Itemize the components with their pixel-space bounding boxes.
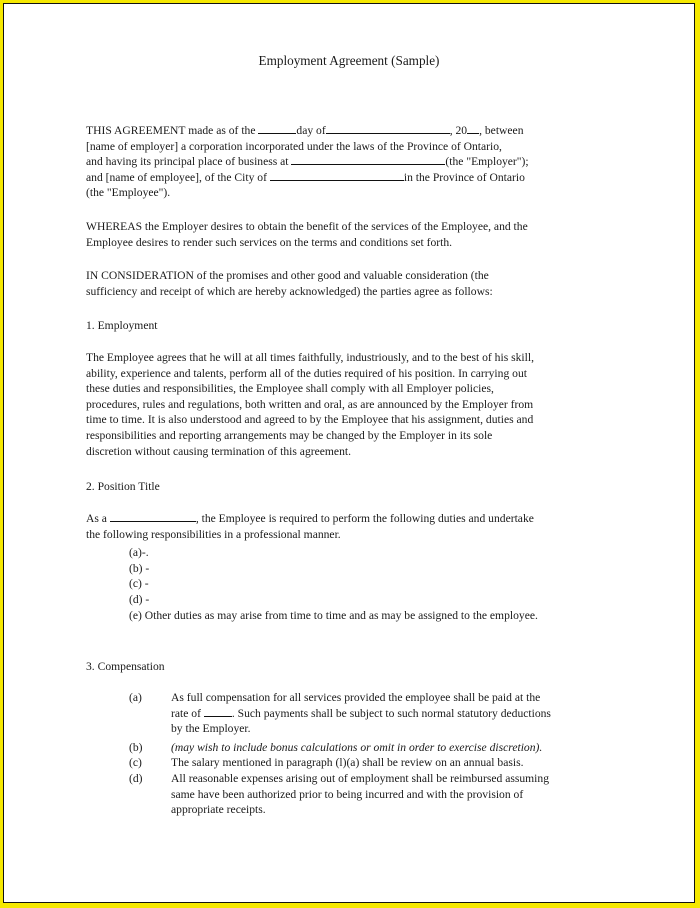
consideration-paragraph: IN CONSIDERATION of the promises and other good and valuable consideration (the sufficiency and receipt of which are hereby acknowledged) the parties agree as follows: xyxy=(86,269,493,298)
whereas-paragraph: WHEREAS the Employer desires to obtain the benefit of the services of the Employee, and the Employee desires to render such services on the terms and conditions set forth. xyxy=(86,220,528,249)
intro-line-3: and having its principal place of business at (the "Employer"); xyxy=(86,155,529,169)
intro-line-2: [name of employer] a corporation incorporated under the laws of the Province of Ontario, xyxy=(86,139,502,153)
section-2-body: As a , the Employee is required to perform the following duties and undertake the following responsibilities in a professional manner. xyxy=(86,512,534,541)
section-2-heading: 2. Position Title xyxy=(86,480,160,493)
intro-line-5: (the "Employee"). xyxy=(86,186,171,200)
intro-line-4: and [name of employee], of the City of in the Province of Ontario xyxy=(86,170,525,184)
position-blank xyxy=(110,511,196,522)
intro-paragraph xyxy=(86,123,626,201)
document-title: Employment Agreement (Sample) xyxy=(258,53,440,68)
month-blank xyxy=(326,123,450,134)
duty-item-a: (a)-. xyxy=(129,546,149,559)
section-1-heading: 1. Employment xyxy=(86,319,158,332)
year-blank xyxy=(467,123,479,134)
document-page: Employment Agreement (Sample) THIS AGREEMENT made as of the day of , 20 , between [name of employer] a corporation incorporated under the laws of the Province of Ontario, and having its principal place of business at (the "Employer"); and [name of employee], of the City of in the Province of Ontario (the "Employee"). WHEREAS the Employer desires to obtain the benefit of the services of the Employee, and the Employee desires to render such services on the terms and conditions set forth. IN CONSIDERATION of the promises and other good and valuable consideration (the sufficiency and receipt of which are hereby acknowledged) the parties agree as follows: 1. Employment The Employee agrees that he will at all times faithfully, industriously, and to the best of his skill, ability, experience and talents, perform all of the duties required of his position. In carrying out these duties and responsibilities, the Employee shall comply with all Employer policies, procedures, rules and regulations, both written and oral, as are announced by the Employer from time to time. It is also understood and agreed to by the Employee that his assignment, duties and responsibilities and reporting arrangements may be changed by the Employer in its sole discretion without causing termination of this agreement. 2. Position Title As a , the Employee is required to perform the following duties and undertake the following responsibilities in a professional manner. (a)-. (b) - (c) - (d) - (e) Other duties as may arise from time to time and as may be assigned to the employee. 3. Compensation (a) As full compensation for all services provided the employee shall be paid at the rate of . Such payments shall be subject to such normal statutory deductions by the Employer. (b) (may wish to include bonus calculations or omit in order to exercise discretion). (c) The salary mentioned in paragraph (l)(a) shall be review on an annual basis. (d) All reasonable expenses arising out of employment shall be reimbursed assuming same have been authorized prior to being incurred and with the provision of appropriate receipts. xyxy=(3,3,695,903)
section-1-body: The Employee agrees that he will at all times faithfully, industriously, and to the best of his skill, ability, experience and talents, perform all of the duties required of his position. In carrying out these duties and responsibilities, the Employee shall comply with all Employer policies, procedures, rules and regulations, both written and oral, as are announced by the Employer from time to time. It is also understood and agreed to by the Employee that his assignment, duties and responsibilities and reporting arrangements may be changed by the Employer in its sole discretion without causing termination of this agreement. xyxy=(86,351,534,458)
section-3-heading: 3. Compensation xyxy=(86,660,165,673)
duty-item-d: (d) - xyxy=(129,593,150,606)
day-blank xyxy=(258,123,296,134)
duty-item-b: (b) - xyxy=(129,562,150,575)
duty-item-c: (c) - xyxy=(129,577,149,590)
city-blank xyxy=(270,170,404,181)
intro-line-1: THIS AGREEMENT made as of the day of , 20 , between xyxy=(86,124,524,137)
duty-item-e: (e) Other duties as may arise from time to time and as may be assigned to the employee. xyxy=(129,609,538,622)
rate-blank xyxy=(204,706,232,717)
address-blank xyxy=(291,154,445,165)
